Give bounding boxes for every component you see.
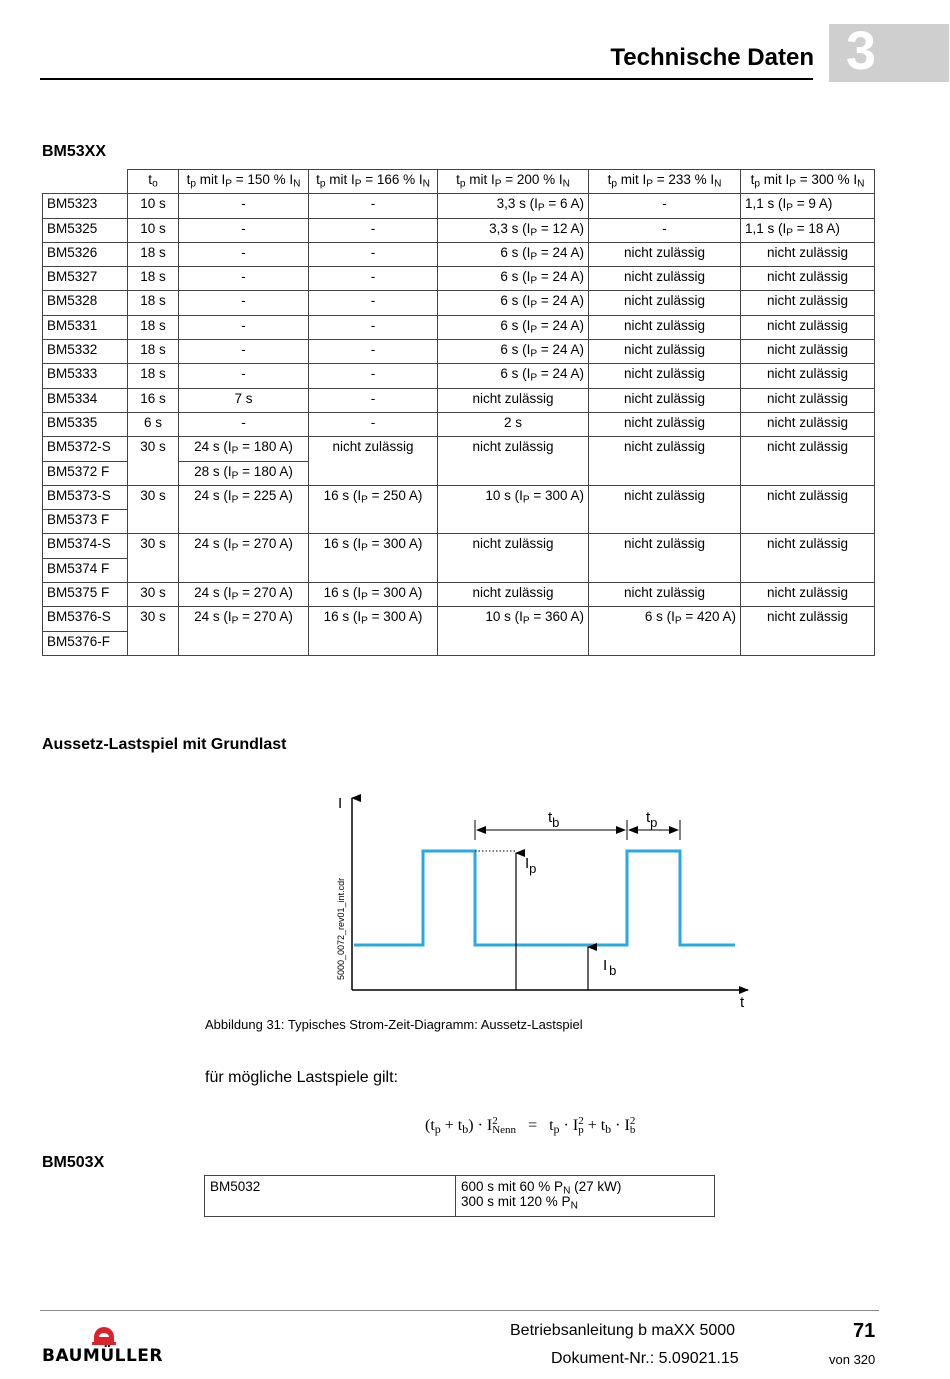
table-cell: nicht zulässig <box>438 534 589 558</box>
table-cell <box>741 510 875 534</box>
table-row <box>43 631 875 655</box>
ib-label: I b <box>603 957 617 978</box>
table-row <box>43 485 875 509</box>
ip-label: Ip <box>525 855 537 876</box>
table-header-cell: $t_p$ mit $I_P = 200$ % $I_N$ <box>438 170 589 194</box>
table-cell: nicht zulässig <box>438 583 589 607</box>
figure-caption: Abbildung 31: Typisches Strom-Zeit-Diagramm: Aussetz-Lastspiel <box>205 1017 583 1032</box>
table-cell: 30 s <box>128 485 179 509</box>
table-cell: nicht zulässig <box>589 267 741 291</box>
table-cell: nicht zulässig <box>741 485 875 509</box>
table-cell: 18 s <box>128 267 179 291</box>
table-cell: nicht zulässig <box>589 291 741 315</box>
table-cell: 6 s ($I_P = 24$ A) <box>438 242 589 266</box>
table-cell: 18 s <box>128 291 179 315</box>
table-cell: - <box>179 340 309 364</box>
table-cell: BM5333 <box>43 364 128 388</box>
table-cell: - <box>179 315 309 339</box>
logo-text: BAUMÜLLER <box>42 1346 163 1366</box>
table-cell <box>589 558 741 582</box>
table-cell: - <box>179 291 309 315</box>
table-cell <box>179 510 309 534</box>
table-cell: 10 s <box>128 218 179 242</box>
table-cell: nicht zulässig <box>438 388 589 412</box>
table-cell: nicht zulässig <box>741 534 875 558</box>
table-cell: 16 s ($I_P = 300$ A) <box>309 583 438 607</box>
table-cell: nicht zulässig <box>741 607 875 631</box>
table-row <box>43 510 875 534</box>
table-cell: BM5326 <box>43 242 128 266</box>
table-cell: BM5331 <box>43 315 128 339</box>
x-axis-label: t <box>740 994 745 1011</box>
table-cell <box>589 461 741 485</box>
tp-label: tp <box>646 809 658 830</box>
table-cell: - <box>309 412 438 436</box>
current-time-diagram <box>330 790 760 1015</box>
table-cell: - <box>309 315 438 339</box>
section-title-aussetz: Aussetz-Lastspiel mit Grundlast <box>42 736 287 753</box>
table-cell: 6 s ($I_P = 24$ A) <box>438 340 589 364</box>
table-row <box>43 218 875 242</box>
table-cell: 24 s ($I_P = 225$ A) <box>179 485 309 509</box>
table-cell: nicht zulässig <box>741 267 875 291</box>
table-cell: nicht zulässig <box>589 242 741 266</box>
table-cell: 6 s ($I_P = 24$ A) <box>438 315 589 339</box>
table-header-cell: $t_p$ mit $I_P = 166$ % $I_N$ <box>309 170 438 194</box>
table-row <box>43 412 875 436</box>
table-cell: nicht zulässig <box>741 340 875 364</box>
table-cell: - <box>309 291 438 315</box>
table-cell: 7 s <box>179 388 309 412</box>
table-cell: - <box>309 267 438 291</box>
table-cell: 30 s <box>128 437 179 461</box>
table-cell <box>309 461 438 485</box>
table-cell: 10 s ($I_P = 360$ A) <box>438 607 589 631</box>
table-row <box>43 267 875 291</box>
table-row <box>43 461 875 485</box>
table-cell: 3,3 s ($I_P = 12$ A) <box>438 218 589 242</box>
header-rule <box>40 78 813 80</box>
table-row <box>43 194 875 218</box>
table-cell: 3,3 s ($I_P = 6$ A) <box>438 194 589 218</box>
table-cell: nicht zulässig <box>741 315 875 339</box>
table-cell: 16 s ($I_P = 250$ A) <box>309 485 438 509</box>
table-cell: nicht zulässig <box>589 315 741 339</box>
table-cell: BM5375 F <box>43 583 128 607</box>
table-cell: - <box>179 267 309 291</box>
table-cell: BM5335 <box>43 412 128 436</box>
table-cell: BM5372 F <box>43 461 128 485</box>
table-cell: 16 s <box>128 388 179 412</box>
table-cell: 1,1 s ($I_P = 9$ A) <box>741 194 875 218</box>
tb-label: tb <box>548 809 560 830</box>
table-cell: nicht zulässig <box>589 485 741 509</box>
table-cell <box>179 558 309 582</box>
table-cell: BM5325 <box>43 218 128 242</box>
table-cell: BM5032 <box>205 1176 456 1217</box>
table-cell: 28 s ($I_P = 180$ A) <box>179 461 309 485</box>
table-cell: nicht zulässig <box>741 242 875 266</box>
table-cell: BM5334 <box>43 388 128 412</box>
table-cell <box>128 631 179 655</box>
current-signal <box>354 851 735 945</box>
table-row <box>43 607 875 631</box>
table-header-cell: $t_o$ <box>128 170 179 194</box>
table-cell: nicht zulässig <box>741 412 875 436</box>
table-header-cell: $t_p$ mit $I_P = 300$ % $I_N$ <box>741 170 875 194</box>
table-cell: - <box>309 218 438 242</box>
footer-rule <box>40 1310 879 1311</box>
header-title: Technische Daten <box>610 44 814 71</box>
table-cell: 16 s ($I_P = 300$ A) <box>309 534 438 558</box>
table-cell <box>128 558 179 582</box>
table-cell: nicht zulässig <box>589 364 741 388</box>
y-axis-label: I <box>338 795 343 812</box>
bm503x-table <box>204 1175 715 1217</box>
section-title-bm53xx: BM53XX <box>42 143 107 160</box>
table-cell <box>438 510 589 534</box>
table-header-cell: $t_p$ mit $I_P = 233$ % $I_N$ <box>589 170 741 194</box>
table-cell: nicht zulässig <box>589 437 741 461</box>
table-cell: 10 s <box>128 194 179 218</box>
table-cell <box>741 558 875 582</box>
table-cell <box>309 558 438 582</box>
table-cell: nicht zulässig <box>438 437 589 461</box>
table-cell: - <box>589 194 741 218</box>
table-cell: 18 s <box>128 340 179 364</box>
table-cell <box>438 558 589 582</box>
table-cell: nicht zulässig <box>309 437 438 461</box>
table-cell: BM5374 F <box>43 558 128 582</box>
table-cell: nicht zulässig <box>589 534 741 558</box>
table-cell: BM5374-S <box>43 534 128 558</box>
chapter-number: 3 <box>846 21 877 81</box>
table-cell: 16 s ($I_P = 300$ A) <box>309 607 438 631</box>
table-cell: 2 s <box>438 412 589 436</box>
table-cell <box>438 461 589 485</box>
table-cell: - <box>309 340 438 364</box>
table-cell: - <box>179 242 309 266</box>
page-number: 71 <box>853 1320 876 1342</box>
table-cell: 30 s <box>128 534 179 558</box>
table-cell: BM5328 <box>43 291 128 315</box>
table-cell: BM5373-S <box>43 485 128 509</box>
table-cell: 6 s <box>128 412 179 436</box>
document-number: Dokument-Nr.: 5.09021.15 <box>551 1350 739 1367</box>
footer-manual-title: Betriebsanleitung b maXX 5000 <box>510 1322 736 1339</box>
table-cell: BM5376-S <box>43 607 128 631</box>
table-cell: BM5376-F <box>43 631 128 655</box>
table-cell: 24 s ($I_P = 180$ A) <box>179 437 309 461</box>
table-cell: 30 s <box>128 607 179 631</box>
table-cell <box>309 510 438 534</box>
table-row <box>43 340 875 364</box>
table-cell <box>589 631 741 655</box>
table-cell: BM5327 <box>43 267 128 291</box>
table-cell: - <box>179 218 309 242</box>
bm53xx-table <box>42 169 875 656</box>
table-cell <box>309 631 438 655</box>
table-cell: 18 s <box>128 315 179 339</box>
table-row <box>43 437 875 461</box>
table-cell: BM5373 F <box>43 510 128 534</box>
table-cell: BM5372-S <box>43 437 128 461</box>
table-cell: - <box>309 364 438 388</box>
table-cell: - <box>179 412 309 436</box>
table-cell: nicht zulässig <box>741 364 875 388</box>
table-row <box>43 242 875 266</box>
table-cell: 24 s ($I_P = 270$ A) <box>179 534 309 558</box>
side-code: 5000_0072_rev01_int.cdr <box>336 877 346 980</box>
table-cell: 30 s <box>128 583 179 607</box>
table-row <box>43 364 875 388</box>
table-cell <box>179 631 309 655</box>
table-cell: BM5323 <box>43 194 128 218</box>
table-cell: 6 s ($I_P = 420$ A) <box>589 607 741 631</box>
table-cell <box>128 461 179 485</box>
table-cell: 6 s ($I_P = 24$ A) <box>438 267 589 291</box>
table-cell: nicht zulässig <box>589 583 741 607</box>
table-cell: 10 s ($I_P = 300$ A) <box>438 485 589 509</box>
table-cell <box>589 510 741 534</box>
table-cell: - <box>179 194 309 218</box>
table-cell: nicht zulässig <box>589 412 741 436</box>
table-row <box>43 583 875 607</box>
table-cell: nicht zulässig <box>741 583 875 607</box>
table-header-cell: $t_p$ mit $I_P = 150$ % $I_N$ <box>179 170 309 194</box>
table-cell: nicht zulässig <box>741 437 875 461</box>
table-cell: 18 s <box>128 242 179 266</box>
table-row <box>43 315 875 339</box>
formula: $(t_p + t_b) \cdot I$ 2 Nenn = $t_p \cdot I$ 2 p + $t_b \cdot I$ 2 b <box>425 1115 636 1137</box>
table-cell: nicht zulässig <box>741 291 875 315</box>
table-cell: - <box>309 194 438 218</box>
table-row <box>43 388 875 412</box>
table-cell <box>438 631 589 655</box>
table-cell: - <box>589 218 741 242</box>
table-row <box>205 1176 715 1217</box>
table-cell: - <box>309 242 438 266</box>
table-cell: 18 s <box>128 364 179 388</box>
table-cell: - <box>179 364 309 388</box>
table-cell: nicht zulässig <box>589 340 741 364</box>
table-header-cell <box>43 170 128 194</box>
page-total: von 320 <box>829 1352 876 1367</box>
table-cell: 24 s ($I_P = 270$ A) <box>179 607 309 631</box>
table-cell: nicht zulässig <box>741 388 875 412</box>
table-header-row <box>43 170 875 194</box>
table-row <box>43 558 875 582</box>
table-row <box>43 291 875 315</box>
section-title-bm503x: BM503X <box>42 1154 105 1171</box>
table-row <box>43 534 875 558</box>
table-cell: 6 s ($I_P = 24$ A) <box>438 291 589 315</box>
table-cell: 600 s mit 60 % $P_N$ (27 kW) 300 s mit 120 % $P_N$ <box>456 1176 715 1217</box>
table-cell <box>741 631 875 655</box>
table-cell: - <box>309 388 438 412</box>
table-cell <box>128 510 179 534</box>
table-cell: nicht zulässig <box>589 388 741 412</box>
table-cell: 24 s ($I_P = 270$ A) <box>179 583 309 607</box>
table-cell: 6 s ($I_P = 24$ A) <box>438 364 589 388</box>
table-cell <box>741 461 875 485</box>
table-cell: 1,1 s ($I_P = 18$ A) <box>741 218 875 242</box>
table-cell: BM5332 <box>43 340 128 364</box>
formula-intro: für mögliche Lastspiele gilt: <box>205 1069 398 1086</box>
